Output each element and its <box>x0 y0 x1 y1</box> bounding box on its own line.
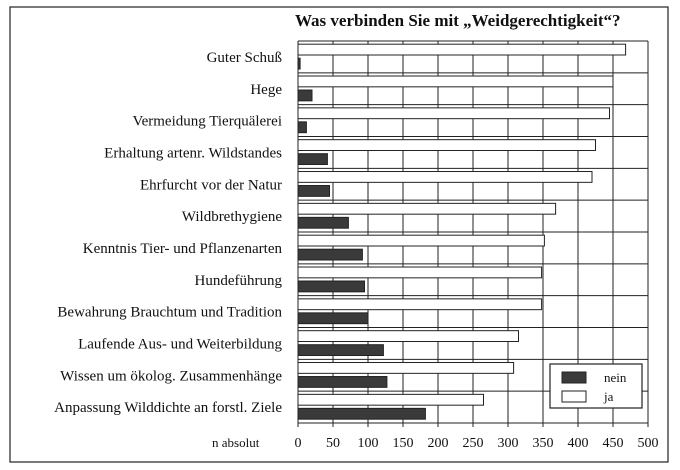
x-tick-label: 0 <box>294 436 302 451</box>
bar-nein <box>298 408 425 419</box>
bar-nein <box>298 58 300 69</box>
bar-nein <box>298 217 348 228</box>
x-tick-label: 200 <box>427 436 449 451</box>
legend-label-nein: nein <box>604 370 627 385</box>
bar-ja <box>298 235 544 246</box>
bar-nein <box>298 122 306 133</box>
x-tick-label: 300 <box>497 436 519 451</box>
category-label: Laufende Aus- und Weiterbildung <box>78 336 282 353</box>
legend-swatch-ja <box>562 391 586 402</box>
x-tick-label: 50 <box>326 436 340 451</box>
category-label: Anpassung Wilddichte an forstl. Ziele <box>54 400 282 417</box>
bar-ja <box>298 203 556 214</box>
bar-nein <box>298 90 312 101</box>
bar-ja <box>298 172 592 183</box>
bar-ja <box>298 363 514 374</box>
category-label: Erhaltung artenr. Wildstandes <box>104 145 282 162</box>
x-tick-label: 400 <box>567 436 589 451</box>
x-axis-label: n absolut <box>212 435 260 450</box>
bar-nein <box>298 377 387 388</box>
bar-nein <box>298 345 383 356</box>
bar-nein <box>298 249 362 260</box>
x-tick-label: 500 <box>637 436 659 451</box>
x-tick-label: 450 <box>602 436 624 451</box>
bar-ja <box>298 108 610 119</box>
legend-label-ja: ja <box>604 389 614 404</box>
chart-title: Was verbinden Sie mit „Weidgerechtigkeit“? <box>295 11 621 30</box>
bar-ja <box>298 140 596 151</box>
bar-ja <box>298 394 484 405</box>
legend <box>550 364 642 408</box>
bar-ja <box>298 299 542 310</box>
bar-ja <box>298 44 626 55</box>
bar-nein <box>298 281 365 292</box>
bar-nein <box>298 186 330 197</box>
category-label: Kenntnis Tier- und Pflanzenarten <box>82 240 282 257</box>
x-tick-label: 150 <box>392 436 414 451</box>
x-tick-label: 100 <box>357 436 379 451</box>
bar-ja <box>298 331 519 342</box>
category-label: Wildbrethygiene <box>181 209 282 226</box>
category-label: Ehrfurcht vor der Natur <box>139 177 282 194</box>
category-label: Hundeführung <box>194 272 282 289</box>
x-tick-label: 350 <box>532 436 554 451</box>
bar-nein <box>298 154 327 165</box>
category-label: Hege <box>250 81 282 98</box>
bar-ja <box>298 76 613 87</box>
category-label: Wissen um ökolog. Zusammenhänge <box>60 368 282 385</box>
category-label: Bewahrung Brauchtum und Tradition <box>57 304 282 321</box>
bar-ja <box>298 267 542 278</box>
x-tick-label: 250 <box>462 436 484 451</box>
category-label: Guter Schuß <box>206 49 282 66</box>
legend-swatch-nein <box>562 372 586 383</box>
bar-nein <box>298 313 368 324</box>
category-label: Vermeidung Tierquälerei <box>132 113 282 130</box>
